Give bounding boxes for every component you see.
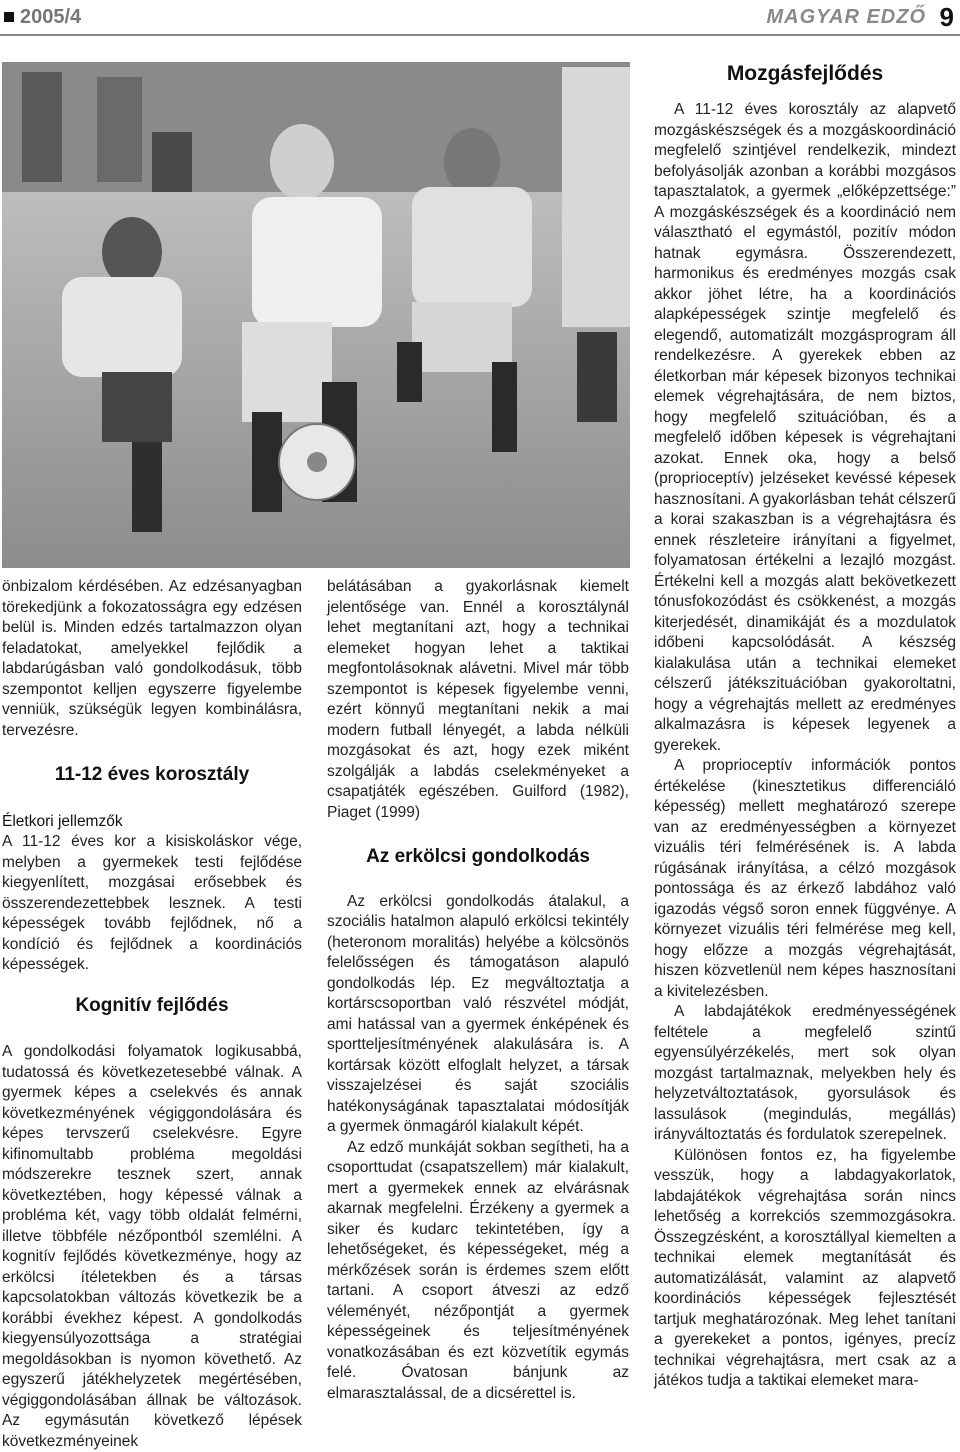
magazine-title: MAGYAR EDZŐ (766, 6, 926, 28)
paragraph: A gondolkodási folyamatok logikusabbá, tudatossá és következetesebbé válnak. A gyermek képes a cselekvés és annak következményének végiggondolására és képes tervszerű cselekvésre. Egyre kifinomultabb probléma megoldási módszerekre tesznek szert, annak következtében, hogy képessé válnak a probléma két, vagy több oldalát felmérni, illetve többféle nézőpontból szemlélni. A kognitív fejlődés következménye, hogy az erkölcsi ítéletekben és a társas kapcsolatokban változás következik be a korábbi évekhez képest. A gondolkodás kiegyensúlyozottsága a stratégiai megoldásokban is nyomon követhető. Az egyszerű játékhelyzetek megértésében, végiggondolásában állnak be változások. Az egymásután következő lépések következményeinek (2, 1043, 302, 1450)
page-header (0, 0, 960, 40)
subheading: Életkori jellemzők (2, 812, 123, 830)
soccer-photo (2, 62, 630, 568)
issue-number: 2005/4 (20, 6, 82, 28)
paragraph: Az erkölcsi gondolkodás átalakul, a szociális hatalmon alapuló erkölcsi tekintély (heteronom moralitás) helyébe a kölcsönös felelősségen és támogatáson alapuló gondolkodás lép. Ez megváltoztatja a kortárscsoportban való részvétel módját, ami hatással van a gyermek énképének és sportteljesítményének alakulására is. A kortársak között elfoglalt helyzet, a társak visszajelzései és saját szociális hatékonyságának tapasztalatai módosítják a gyermek önmagáról kialakult képét. (327, 892, 629, 1135)
paragraph: Különösen fontos ez, ha figyelembe vesszük, hogy a labdagyakorlatok, labdajátékok végrehajtása során nincs lehetőség a korrekciós szemmozgásokra. Összegzésként, a korosztállyal kiemelten a technikai elemek megtanítását és automatizálását, valamint az alapvető koordinációs képességek fejlesztését tartjuk meghatározónak. Meg lehet tanítani a gyerekeket a pontos, igényes, precíz technikai végrehajtásra, mert csak az a játékos tudja a taktikai elemeket mara- (654, 1146, 956, 1389)
page-number: 9 (939, 2, 954, 32)
paragraph: A proprioceptív információk pontos értékelése (kinesztetikus differenciáló képesség) mellett meghatározó szerepe van az eredményességben a környezet vizuális téri felmérésének is. A labda rúgásának irányítása, a célzó mozgások pontossága és az érkező labdához való igazodás végső soron ennek függvénye. A környezet vizuális téri felmérése meg kell, hogy előzze a mozgás végrehajtását, hiszen közvetlenül nem képes hasznosítani a kivitelezésben. (654, 757, 956, 1000)
header-square-icon (4, 12, 14, 22)
paragraph: Az edző munkáját sokban segítheti, ha a csoporttudat (csapatszellem) már kialakult, mert a gyermekek ennek az elvárásnak akarnak megfelelni. Érzékeny a gyermek a siker és kudarc tekintetében, így a lehetőségeket, és képességeket, még a mérkőzések során is érdemes szem előtt tartani. A csoport átveszi az edző véleményét, nézőpontját a gyermek képességeinek és teljesítményének vonatkozásában és ezt közvetítik egymás felé. Óvatosan bánjunk az elmarasztalással, de a dicsérettel is. (327, 1138, 629, 1402)
section-heading: Az erkölcsi gondolkodás (366, 846, 590, 867)
column-2 (327, 577, 629, 1404)
paragraph: A labdajátékok eredményességének feltétele a megfelelő szintű egyensúlyérzékelés, mert sok olyan mozgást tartalmaznak, melyekben hely és helyzetváltoztatások, gyorsulások és lassulások (megindulás, megállás) irányváltoztatás és fordulatok szerepelnek. (654, 1003, 956, 1143)
paragraph: belátásában a gyakorlásnak kiemelt jelentősége van. Ennél a korosztálynál lehet megtanítani azt, hogy a technikai elemeket hogyan lehet a taktikai megfontolásoknak alávetni. Mivel már több szempontot is képesek figyelembe venni, ezért könnyű megtanítani nekik a mai modern futball lényegét, a labda nélküli mozgásokat és azt, hogy ezek miként szolgálják a labdás cselekményeket a csapatjáték egészében. Guilford (1982), Piaget (1999) (327, 578, 629, 821)
paragraph: A 11-12 éves korosztály az alapvető mozgáskészségek és a mozgáskoordináció megfelelő szintjével rendelkezik, mindezt befolyásolják azonban a korábbi mozgásos tapasztalatok, a gyermek „előképzettsége:” A mozgáskészségek és a koordináció nem választható el egymástól, pozitív módon hatnak egymásra. Összerendezett, harmonikus és eredményes mozgás csak akkor jöhet létre, ha a koordinációs alapképességek szintje megfelelő és elegendő, automatizált mozgásprogram áll rendelkezésre. A gyerekek ebben az életkorban már képesek bizonyos technikai elemek végrehajtására, de nem biztos, hogy megfelelő szituációban, és a megfelelő időben képesek is végrehajtani azokat. Ennek oka, hogy a belső (proprioceptív) jelzéseket kevéssé képesek hasznosítani. A gyakorlásban tehát célszerű a korai szakaszban is a végrehajtásra és ennek részleteire irányítani a figyelmet, folyamatosan értékelni a lezajló mozgást. Értékelni kell a mozgás alatt bekövetkezett tónusfokozódást és csökkenést, a mozgás kiterjedését, dinamikáját és a mozdulatok időbeni kapcsolódását. A készség kialakulása után a technikai elemeket célszerű játékszituációban gyakoroltatni, hogy a végrehajtás mellett az eredményes alkalmazásra is képesek legyenek a gyerekek. (654, 101, 956, 754)
column-1 (2, 577, 302, 1452)
paragraph: önbizalom kérdésében. Az edzésanyagban törekedjünk a fokozatosságra egy edzésen belül is. Minden edzés tartalmazzon olyan feladatokat, amelyekkel fejlődik a labdarúgásban való gondolkodásuk, több szempontot kelljen egyszerre figyelembe venniük, szükségük legyen kombinálásra, tervezésre. (2, 578, 302, 739)
column-3 (654, 100, 956, 1392)
paragraph: A 11-12 éves kor a kisiskoláskor vége, melyben a gyermekek testi fejlődése kiegyenlített, mozgásai erősebbek és összerendezettebbek lesznek. A testi képességek tovább fejlődnek, nő a kondíció és fejlődnek a koordinációs képességek. (2, 833, 302, 973)
section-heading: Kognitív fejlődés (75, 994, 229, 1016)
header-rule (0, 34, 960, 36)
column-3-title: Mozgásfejlődés (726, 62, 884, 85)
section-heading: 11-12 éves korosztály (54, 764, 250, 785)
